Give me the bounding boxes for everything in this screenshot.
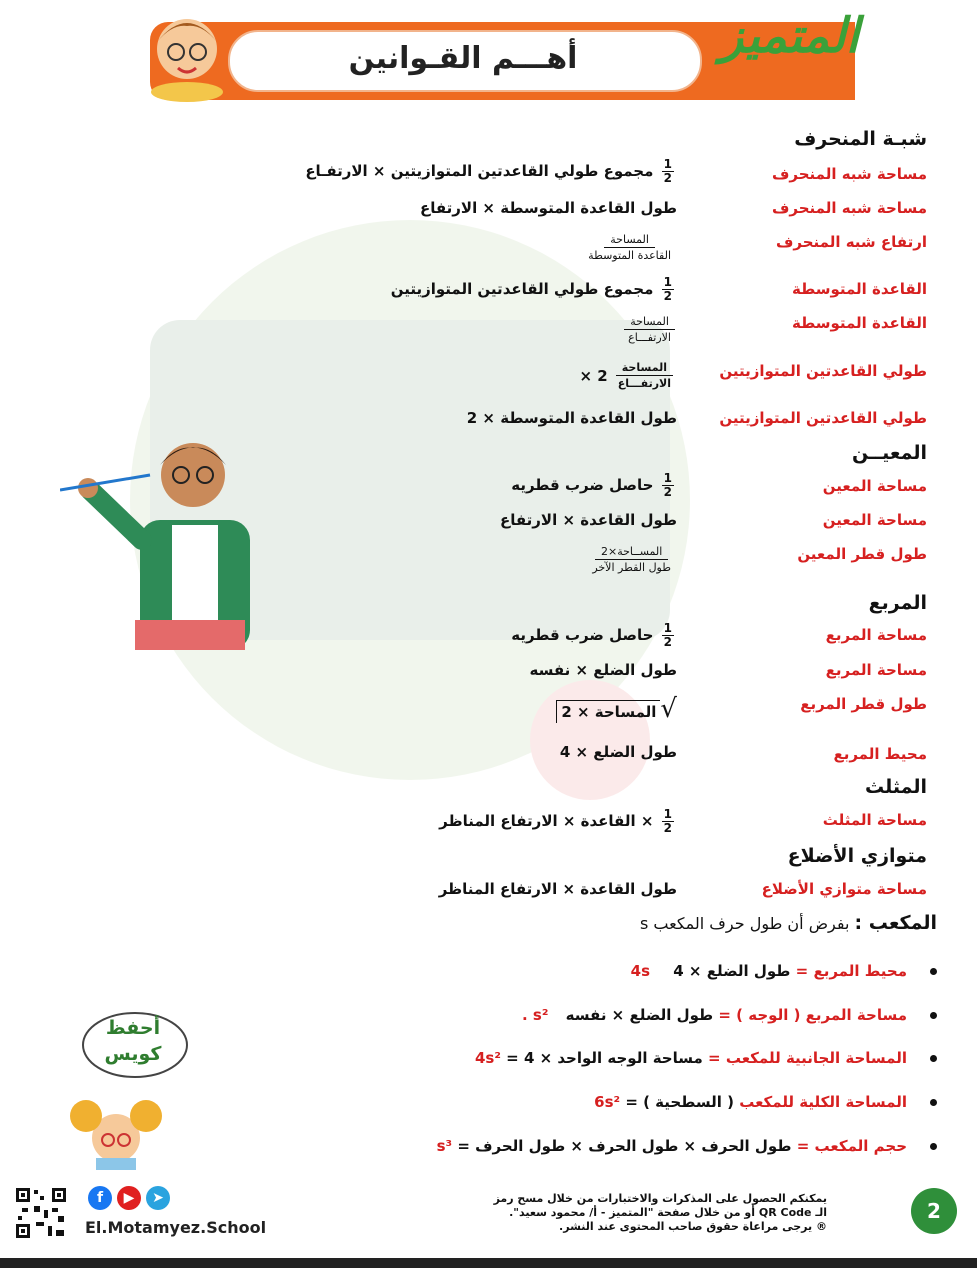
footer-note: يمكنكم الحصول على المذكرات والاختبارات من خلال مسح رمز الـ QR Code أو من خلال صفحة "المتميز - أ/ محمود سعيد". ® يرجى مراعاة حقوق صاحب المحتوى عند النشر. xyxy=(493,1192,827,1233)
half-fraction: $\frac{1}{2}$ xyxy=(663,621,672,649)
facebook-icon[interactable]: f xyxy=(88,1186,112,1210)
section-title-rhombus: المعيــن xyxy=(852,442,927,464)
bottom-border xyxy=(0,1258,977,1268)
formula-median-1: $\frac{1}{2}$ مجموع طولي القاعدتين المتوازيتين xyxy=(390,275,672,303)
fraction-area-over-height: المساحة الارتفـــاع xyxy=(617,361,671,390)
page-number: 2 xyxy=(911,1188,957,1234)
brand-logo: المتميز xyxy=(720,8,859,64)
label-rhombus-area-2: مساحة المعين xyxy=(822,511,927,529)
cube-intro: بفرض أن طول حرف المكعب s xyxy=(639,914,850,933)
half-fraction: $\frac{1}{2}$ xyxy=(663,275,672,303)
sqrt-radicand: المساحة × 2 xyxy=(556,700,660,723)
section-title-square: المربع xyxy=(868,592,927,614)
section-title-cube: المكعب : xyxy=(854,912,937,934)
label-parallel-bases-2: طولي القاعدتين المتوازيتين xyxy=(719,409,927,427)
label-rhombus-area-1: مساحة المعين xyxy=(822,477,927,495)
cube-item: مساحة المربع ( الوجه ) = طول الضلع × نفسه s² . xyxy=(522,1006,907,1024)
bullet-dot xyxy=(930,1055,937,1062)
cube-item: المساحة الجانبية للمكعب = مساحة الوجه الواحد × 4 = 4s² xyxy=(475,1049,907,1067)
label-square-area-1: مساحة المربع xyxy=(825,626,927,644)
formula-square-diagonal xyxy=(556,694,677,724)
label-square-diagonal: طول قطر المربع xyxy=(800,695,927,713)
label-square-area-2: مساحة المربع xyxy=(825,661,927,679)
half-fraction: $\frac{1}{2}$ xyxy=(663,807,672,835)
telegram-icon[interactable]: ➤ xyxy=(146,1186,170,1210)
section-title-parallelogram: متوازي الأضلاع xyxy=(787,845,927,867)
formula-trapezoid-area-1: $\frac{1}{2}$ مجموع طولي القاعدتين المتوازيتين × الارتفـاع xyxy=(305,157,672,185)
formula-parallel-bases-1: المساحة الارتفـــاع 2 × xyxy=(580,360,678,391)
sticker-text: أحفظ كويس xyxy=(104,1017,162,1065)
label-median-1: القاعدة المتوسطة xyxy=(791,280,927,298)
cube-item: حجم المكعب = طول الحرف × طول الحرف × طول الحرف = s³ xyxy=(437,1137,907,1155)
fraction-double-area-over-diagonal: المســاحة×2 طول القطر الآخر xyxy=(592,545,671,574)
formula-square-area-1: $\frac{1}{2}$ حاصل ضرب قطريه xyxy=(511,621,672,649)
label-parallel-bases-1: طولي القاعدتين المتوازيتين xyxy=(719,362,927,380)
label-rhombus-diagonal: طول قطر المعين xyxy=(797,545,927,563)
fraction-area-over-median: المساحة القاعدة المتوسطة xyxy=(588,233,671,262)
label-median-2: القاعدة المتوسطة xyxy=(791,314,927,332)
half-fraction: $\frac{1}{2}$ xyxy=(663,471,672,499)
label-parallelogram-area: مساحة متوازي الأضلاع xyxy=(761,880,927,898)
fraction-area-over-height: المساحة الارتفـــاع xyxy=(622,314,677,345)
label-trapezoid-area-1: مساحة شبه المنحرف xyxy=(771,165,927,183)
cube-section-heading xyxy=(640,912,937,934)
youtube-icon[interactable]: ▶ xyxy=(117,1186,141,1210)
section-title-trapezoid: شبـة المنحرف xyxy=(794,128,927,150)
section-title-triangle: المثلث xyxy=(864,776,927,798)
school-handle: El.Motamyez.School xyxy=(85,1218,267,1237)
boy-reading-illustration xyxy=(142,4,232,104)
formula-triangle-area: $\frac{1}{2}$ × القاعدة × الارتفاع المناظر xyxy=(439,807,672,835)
bullet-dot xyxy=(930,1099,937,1106)
formula-trapezoid-area-2: طول القاعدة المتوسطة × الارتفاع xyxy=(419,199,677,217)
bullet-dot xyxy=(930,1012,937,1019)
bullet-dot xyxy=(930,1143,937,1150)
label-trapezoid-height: ارتفاع شبه المنحرف xyxy=(775,233,927,251)
qr-code[interactable] xyxy=(14,1186,68,1240)
label-triangle-area: مساحة المثلث xyxy=(822,811,927,829)
bullet-dot xyxy=(930,968,937,975)
formula-rhombus-area-1: $\frac{1}{2}$ حاصل ضرب قطريه xyxy=(511,471,672,499)
half-fraction: $\frac{1}{2}$ xyxy=(663,157,672,185)
formula-square-area-2: طول الضلع × نفسه xyxy=(529,661,677,679)
cube-item: المساحة الكلية للمكعب ( السطحية ) = 6s² xyxy=(594,1093,907,1111)
social-icons xyxy=(88,1186,170,1210)
formula-square-perimeter: طول الضلع × 4 xyxy=(559,743,677,761)
sqrt-sign: √ xyxy=(660,694,677,724)
formula-rhombus-area-2: طول القاعدة × الارتفاع xyxy=(499,511,677,529)
girl-illustration xyxy=(66,1088,166,1170)
page-title: أهـــم القـوانين xyxy=(348,41,578,76)
cube-item: محيط المربع = طول الضلع × 4 4s xyxy=(631,962,907,980)
label-square-perimeter: محيط المربع xyxy=(833,745,927,763)
formula-parallel-bases-2: طول القاعدة المتوسطة × 2 xyxy=(466,409,677,427)
teacher-illustration xyxy=(60,430,300,650)
label-trapezoid-area-2: مساحة شبه المنحرف xyxy=(771,199,927,217)
formula-parallelogram-area: طول القاعدة × الارتفاع المناظر xyxy=(438,880,677,898)
